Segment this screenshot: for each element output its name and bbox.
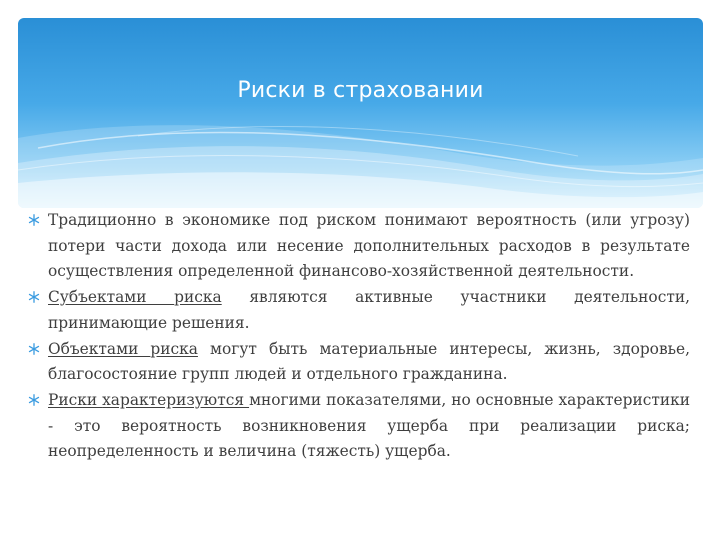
slide-title: Риски в страховании: [237, 78, 484, 103]
term-link[interactable]: Субъектами: [48, 288, 175, 307]
bullet-text: являются активные участники деятельности, принимающие решения.: [48, 288, 690, 332]
title-banner: [18, 18, 703, 208]
term-link[interactable]: риска: [150, 339, 198, 358]
term-link[interactable]: Риски: [48, 390, 103, 409]
snowflake-asterisk-icon: [28, 343, 40, 355]
bullet-item: [28, 208, 690, 285]
bullet-text: Традиционно в экономике под риском понимают вероятность (или угрозу) потери части дохода или несение дополнительных расходов в результате осуществления определенной финансово-хозяйственной деятельности.: [48, 211, 690, 281]
term-link[interactable]: характеризуются: [102, 390, 250, 409]
bullet-text: могут быть материальные интересы, жизнь, здоровье, благосостояние групп людей и отдельного гражданина.: [48, 339, 690, 384]
wave-decoration: [18, 18, 703, 208]
bullet-item: [28, 388, 690, 465]
snowflake-asterisk-icon: [28, 214, 40, 226]
bullet-list: [28, 208, 690, 465]
bullet-text: многими показателями, но основные характеристики - это вероятность возникновения ущерба при реализации риска; неопределенность и величина (тяжесть) ущерба.: [48, 390, 690, 461]
snowflake-asterisk-icon: [28, 394, 40, 406]
bullet-item: [28, 285, 690, 336]
bullet-item: [28, 337, 690, 388]
snowflake-asterisk-icon: [28, 291, 40, 303]
term-link[interactable]: Объектами: [48, 339, 151, 358]
term-link[interactable]: риска: [174, 288, 222, 307]
